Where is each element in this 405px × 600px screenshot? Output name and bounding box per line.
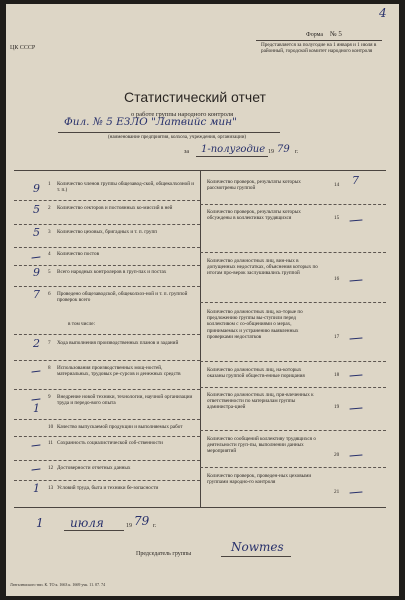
organization-caption: (наименование предприятия, колхоза, учреждения, организации) xyxy=(108,135,247,140)
left-text-11: Сохранность социалистической соб-ственности xyxy=(57,440,163,446)
right-num-18: 18 xyxy=(334,372,340,378)
row-separator xyxy=(14,480,200,481)
row-separator xyxy=(14,360,200,361)
organization-name: Фил. № 5 ЕЗЛО "Латвийс мин" xyxy=(64,116,237,128)
report-form-page xyxy=(6,4,399,596)
left-num-11: 11 xyxy=(48,440,53,446)
left-value-5: 9 xyxy=(33,266,40,279)
right-num-20: 20 xyxy=(334,452,340,458)
signature-year: 79 xyxy=(134,514,150,528)
left-value-1: 9 xyxy=(33,182,40,195)
right-num-21: 21 xyxy=(334,489,340,495)
left-num-5: 5 xyxy=(48,269,51,275)
printer-footer: Латгалешского тип. К. ТО к. 1663 к. 1669 учк. 11. 07. 74 xyxy=(10,582,106,587)
date-line xyxy=(64,530,124,531)
left-num-4: 4 xyxy=(48,251,51,257)
chair-signature: Nowmes xyxy=(231,540,284,554)
row-separator xyxy=(14,200,200,201)
row-separator xyxy=(200,204,386,205)
row-separator xyxy=(200,361,386,362)
right-num-15: 15 xyxy=(334,215,340,221)
signature-date-day: 1 xyxy=(36,516,44,530)
right-text-17: Количество должностных лиц, ко-торые по предложению группы вы-ступили перед коллективом с со-общениями о мерах, принимаемых и устранению выявленных проверками недостатков xyxy=(207,309,303,340)
left-num-9: 9 xyxy=(48,394,51,400)
left-text-5: Всего народных контролеров в груп-пах и постах xyxy=(57,269,167,275)
left-value-3: 5 xyxy=(33,226,40,239)
left-text-2: Количество секторов и постоянных ко-миссий в ней xyxy=(57,205,173,211)
left-num-8: 8 xyxy=(48,365,51,371)
right-text-20: Количество сообщений коллективу трудящихся о деятельности груп-пы, выполнении данных мероприятий xyxy=(207,436,316,455)
left-text-10: Качество выпускаемой продукции и выполняемых работ xyxy=(57,424,183,430)
left-text-12: Достоверности отчетных данных xyxy=(57,465,131,471)
signature-year-suffix: г. xyxy=(153,523,157,529)
table-bottom-rule xyxy=(14,507,386,508)
left-num-1: 1 xyxy=(48,181,51,187)
row-separator xyxy=(14,389,200,390)
left-num-3: 3 xyxy=(48,229,51,235)
right-text-18: Количество должностных лиц, на-которых оказаны группой обществ-енные порицания xyxy=(207,367,305,380)
left-text-4: Количество постов xyxy=(57,251,100,257)
row-separator xyxy=(14,436,200,437)
chair-label: Председатель группы xyxy=(136,551,192,557)
left-num-12: 12 xyxy=(48,465,54,471)
period-year: 79 xyxy=(277,144,290,155)
left-text-7: Хода выполнения производственных планов и заданий xyxy=(57,340,179,346)
row-separator xyxy=(14,419,200,420)
period-line xyxy=(196,156,268,157)
period-value: 1-полугодие xyxy=(201,144,266,155)
row-separator xyxy=(14,334,200,335)
row-separator xyxy=(200,252,386,253)
left-value-2: 5 xyxy=(33,203,40,216)
right-text-15: Количество проверок, результаты которых обсуждены в коллективах трудящихся xyxy=(207,209,301,222)
left-text-9: Внедрение новой техники, технологии, научной организации труда и передо-вого опыта xyxy=(57,394,193,407)
right-num-14: 14 xyxy=(334,182,340,188)
left-value-10: 1 xyxy=(33,402,40,415)
left-text-3: Количество цеховых, бригадных и т. п. групп xyxy=(57,229,158,235)
header-rule xyxy=(256,40,382,41)
row-separator xyxy=(14,265,200,266)
row-separator xyxy=(14,224,200,225)
signature-line xyxy=(221,556,291,557)
left-subheading: в том числе: xyxy=(68,321,96,327)
left-value-7: 2 xyxy=(33,337,40,350)
row-separator xyxy=(14,286,200,287)
right-num-17: 17 xyxy=(334,334,340,340)
signature-year-prefix: 19 xyxy=(126,523,132,529)
left-text-13: Условий труда, быта и техники бе-зопасности xyxy=(57,485,159,491)
org-top-left: ЦК СССР xyxy=(10,45,36,51)
column-divider xyxy=(200,170,201,507)
left-value-13: 1 xyxy=(33,482,40,495)
row-separator xyxy=(200,467,386,468)
right-text-21: Количество проверок, проведен-ных цеховыми группами народно-го контроля xyxy=(207,473,312,486)
right-num-19: 19 xyxy=(334,404,340,410)
period-prefix: за xyxy=(184,149,190,155)
submission-note: Представляется за полугодие на 1 января и 1 июля в районный, городской комитет народного контроля xyxy=(261,42,377,55)
left-num-2: 2 xyxy=(48,205,51,211)
row-separator xyxy=(200,387,386,388)
left-num-10: 10 xyxy=(48,424,54,430)
left-text-1: Количество членов группы общезавод-ской, общеколхозной и т. п.) xyxy=(57,181,195,194)
page-number: 4 xyxy=(379,6,387,20)
right-text-16: Количество должностных лиц, вин-ных в допущенных недостатках, объяснения которых по итогам про-верок заслушивались группой xyxy=(207,258,318,277)
row-separator xyxy=(200,430,386,431)
form-label: Форма xyxy=(306,32,324,38)
signature-date-month: июля xyxy=(70,516,104,530)
right-value-14: 7 xyxy=(352,174,359,187)
period-year-prefix: 19 xyxy=(268,149,274,155)
left-value-6: 7 xyxy=(33,288,40,301)
right-text-19: Количество должностных лиц, при-влеченных к ответственности по материалам группы администра-цией xyxy=(207,392,314,411)
left-text-6: Проведено общезаводской, общеколхоз-ной и т. п. группой проверок всего xyxy=(57,291,188,304)
row-separator xyxy=(14,460,200,461)
form-number: № 5 xyxy=(330,30,342,38)
row-separator xyxy=(200,302,386,303)
page-title: Статистический отчет xyxy=(124,89,266,105)
row-separator xyxy=(14,247,200,248)
page-subtitle: о работе группы народного контроля xyxy=(131,111,234,118)
right-num-16: 16 xyxy=(334,276,340,282)
left-num-6: 6 xyxy=(48,291,51,297)
left-num-7: 7 xyxy=(48,340,51,346)
left-text-8: Использования производственных мощ-ностей, материальных, трудовых ре-сурсов и денежных средств xyxy=(57,365,181,378)
organization-line xyxy=(58,132,280,133)
period-year-suffix: г. xyxy=(295,149,299,155)
right-text-14: Количество проверок, результаты которых рассмотрены группой xyxy=(207,179,301,192)
left-num-13: 13 xyxy=(48,485,54,491)
